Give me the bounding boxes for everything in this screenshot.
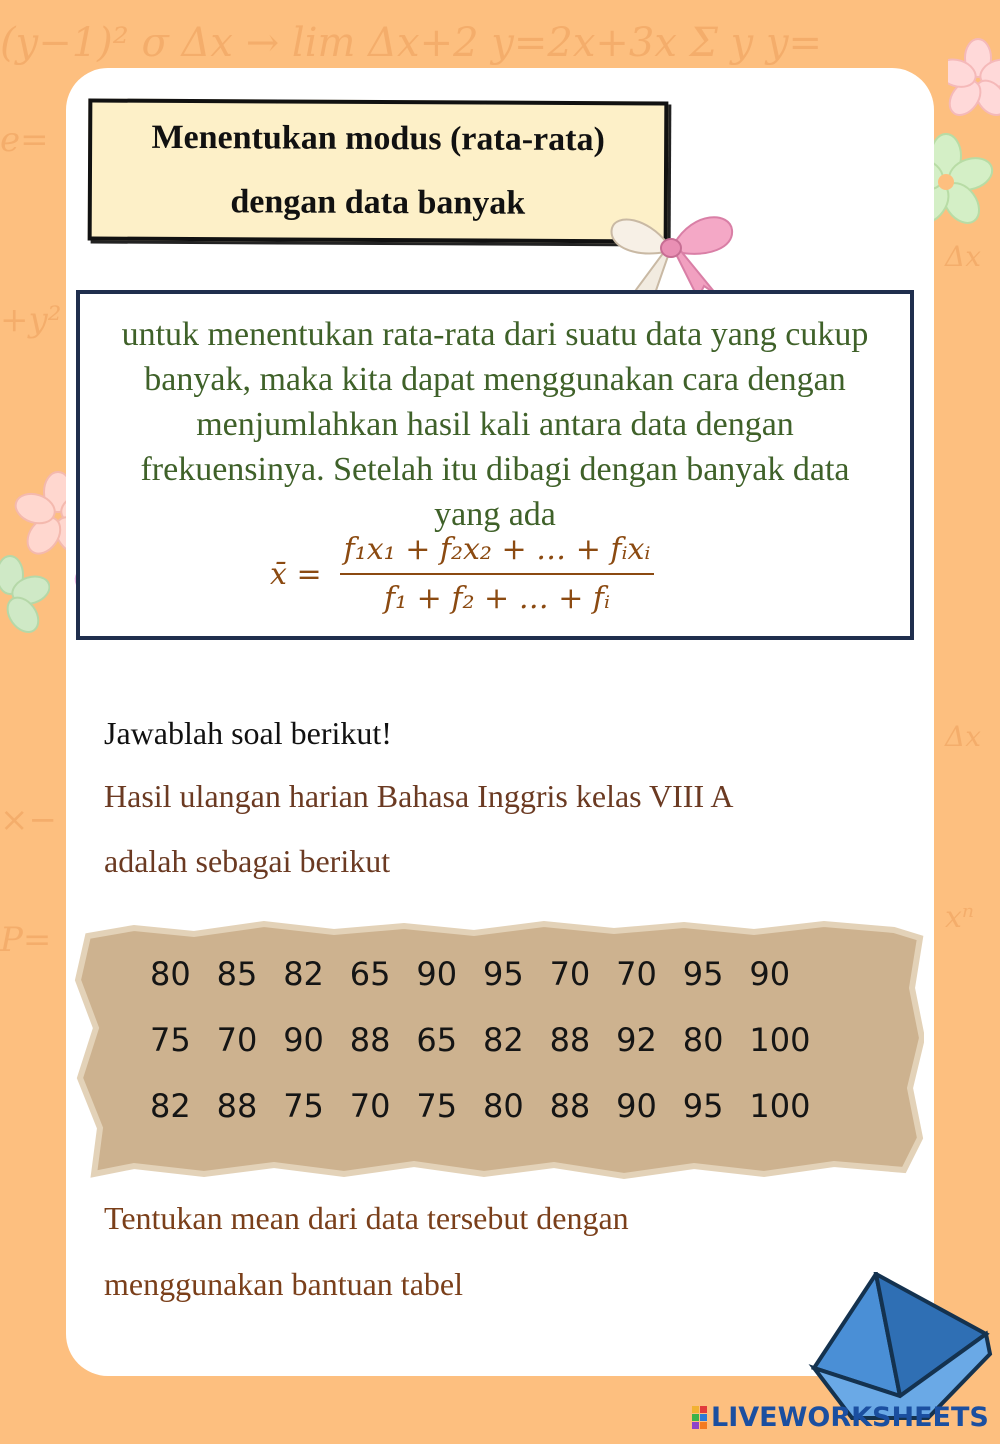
data-value: 95 <box>482 955 524 993</box>
task-text-line-1: Tentukan mean dari data tersebut dengan <box>104 1200 629 1236</box>
formula-numerator: f₁x₁ + f₂x₂ + … + fᵢxᵢ <box>340 532 655 575</box>
mean-formula <box>270 532 654 616</box>
data-value: 90 <box>749 955 791 993</box>
data-value: 82 <box>150 1087 191 1125</box>
title-line-2: dengan data banyak <box>230 183 526 222</box>
data-value: 100 <box>749 1021 811 1059</box>
data-value: 85 <box>216 955 258 993</box>
explanation-text: untuk menentukan rata-rata dari suatu data yang cukup banyak, maka kita dapat menggunakan cara dengan menjumlahkan hasil kali antara data dengan frekuensinya. Setelah itu dibagi dengan banyak data yang ada <box>121 316 869 533</box>
data-value: 88 <box>216 1087 258 1125</box>
ribbon-bow-icon <box>606 206 736 302</box>
paper-boat-icon <box>808 1272 994 1422</box>
data-value: 88 <box>549 1087 591 1125</box>
question-text-line-1: Hasil ulangan harian Bahasa Inggris kelas VIII A <box>104 778 734 814</box>
data-value: 80 <box>150 955 191 993</box>
data-value: 75 <box>283 1087 324 1125</box>
background-math-scribble: +y² <box>0 300 62 340</box>
question-prompt: Jawablah soal berikut! <box>104 715 392 751</box>
liveworksheets-brand <box>692 1402 989 1433</box>
brand-logo-icon <box>692 1406 707 1429</box>
data-value: 82 <box>482 1021 524 1059</box>
background-math-scribble: P= <box>0 920 52 960</box>
background-math-scribble: e= <box>0 120 49 160</box>
data-value: 70 <box>616 955 657 993</box>
task-text-line-2: menggunakan bantuan tabel <box>104 1266 463 1302</box>
background-math-scribble: ×− <box>0 800 57 840</box>
background-math-scribble: xⁿ <box>945 900 975 935</box>
brand-name: LIVEWORKSHEETS <box>711 1402 989 1433</box>
title-box <box>88 98 669 243</box>
background-math-scribble: Δx <box>945 240 982 273</box>
data-value: 65 <box>349 955 391 993</box>
data-value: 90 <box>283 1021 324 1059</box>
question-text-line-2: adalah sebagai berikut <box>104 843 391 879</box>
data-value: 95 <box>682 1087 724 1125</box>
data-value: 95 <box>682 955 724 993</box>
data-value: 80 <box>682 1021 724 1059</box>
formula-fraction <box>340 532 655 616</box>
data-value: 90 <box>416 955 458 993</box>
data-value: 75 <box>416 1087 458 1125</box>
data-value: 100 <box>749 1087 811 1125</box>
formula-lhs: x̄ = <box>270 556 322 592</box>
data-value: 75 <box>150 1021 191 1059</box>
flower-decoration <box>948 30 1000 130</box>
data-value: 92 <box>616 1021 657 1059</box>
data-value: 70 <box>216 1021 258 1059</box>
score-data-grid <box>150 952 816 1128</box>
data-value: 82 <box>283 955 324 993</box>
data-value: 88 <box>349 1021 391 1059</box>
data-value: 65 <box>416 1021 458 1059</box>
formula-denominator: f₁ + f₂ + … + fᵢ <box>384 581 611 616</box>
data-value: 90 <box>616 1087 657 1125</box>
title-line-1: Menentukan modus (rata-rata) <box>151 118 605 159</box>
data-value: 88 <box>549 1021 591 1059</box>
flower-decoration <box>0 552 50 642</box>
data-value: 80 <box>482 1087 524 1125</box>
background-math-scribble: Δx <box>945 720 982 753</box>
background-math-scribble: (y−1)² σ Δx → lim Δx+2 y=2x+3x Σ y y= <box>0 20 823 66</box>
data-value: 70 <box>349 1087 391 1125</box>
data-value: 70 <box>549 955 591 993</box>
